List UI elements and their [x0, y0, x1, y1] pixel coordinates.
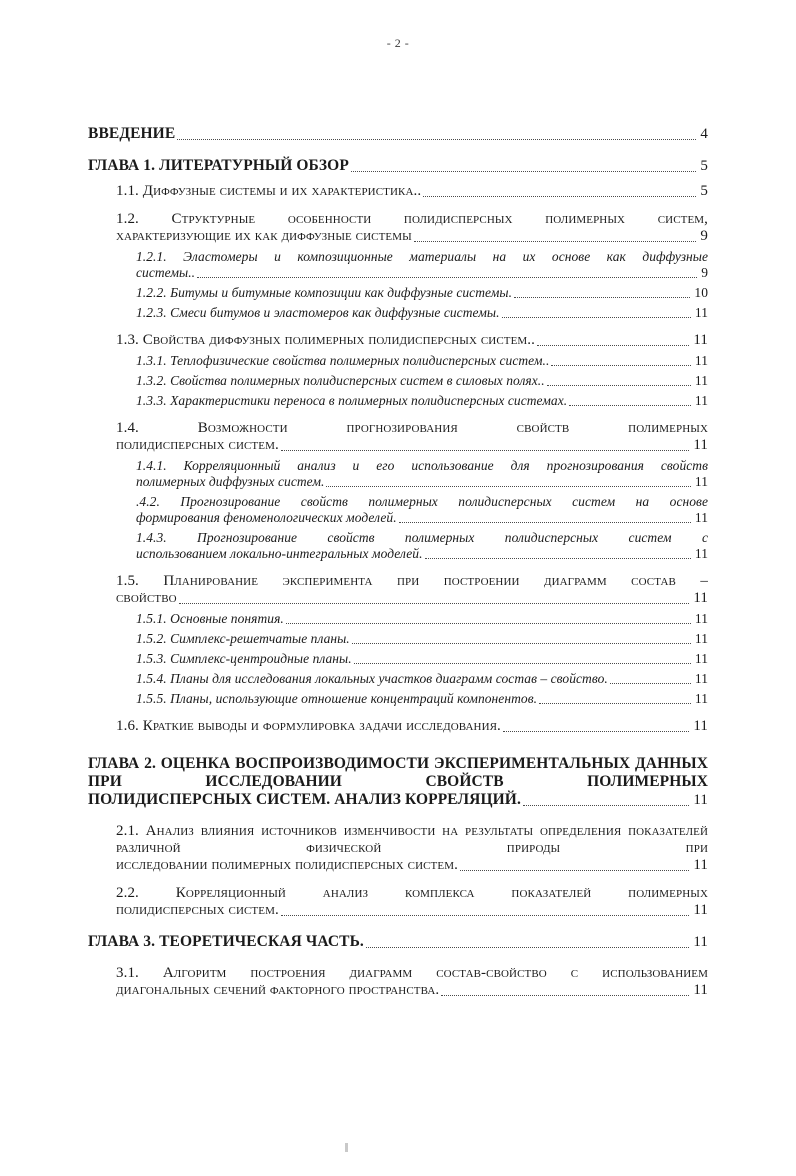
toc-entry-row	[136, 285, 708, 301]
toc-entry-last-line	[116, 590, 708, 607]
dot-leader	[197, 277, 697, 278]
toc-entry-title-head: 1.5. Планирование эксперимента при построении диаграмм состав –	[116, 573, 708, 589]
toc-entry[interactable]	[116, 573, 708, 607]
dot-leader	[177, 139, 696, 140]
toc-page-number: 11	[694, 631, 708, 646]
toc-entry[interactable]	[88, 157, 708, 175]
dot-leader	[414, 241, 697, 242]
toc-entry-row	[136, 691, 708, 707]
toc-page-number: 9	[700, 228, 708, 244]
toc-entry[interactable]	[136, 305, 708, 321]
toc-page-number: 11	[694, 353, 708, 368]
dot-leader	[281, 450, 690, 451]
toc-entry-title-head: .4.2. Прогнозирование свойств полимерных полидисперсных систем на основе	[136, 494, 708, 509]
toc-entry-text	[116, 965, 708, 999]
toc-entry[interactable]	[88, 125, 708, 143]
toc-page-number: 11	[693, 792, 708, 808]
toc-page-number: 11	[693, 718, 708, 734]
dot-leader	[537, 345, 689, 346]
toc-page-number: 11	[694, 546, 708, 561]
toc-entry-last-line	[136, 546, 708, 562]
toc-page-number: 11	[693, 857, 708, 873]
dot-leader	[351, 171, 696, 172]
toc-entry-last-line	[88, 791, 708, 809]
toc-entry-last-line	[136, 510, 708, 526]
toc-entry[interactable]	[88, 933, 708, 951]
toc-entry-last-line	[116, 902, 708, 919]
toc-entry[interactable]	[136, 285, 708, 301]
toc-entry-title-head: ГЛАВА 2. ОЦЕНКА ВОСПРОИЗВОДИМОСТИ ЭКСПЕРИМЕНТАЛЬНЫХ ДАННЫХ ПРИ ИССЛЕДОВАНИИ СВОЙСТВ ПОЛИМЕРНЫХ	[88, 755, 708, 790]
toc-entry[interactable]	[116, 823, 708, 874]
toc-page-number: 11	[693, 934, 708, 950]
toc-entry[interactable]	[136, 373, 708, 389]
toc-entry-row	[116, 332, 708, 349]
toc-entry-text	[116, 420, 708, 454]
toc-entry-title-tail: полимерных диффузных систем.	[136, 474, 325, 489]
toc-page-number: 5	[700, 158, 708, 174]
toc-entry-text	[116, 211, 708, 245]
toc-entry-title: 1.3.1. Теплофизические свойства полимерных полидисперсных систем..	[136, 353, 550, 368]
toc-entry-text	[116, 573, 708, 607]
dot-leader	[179, 603, 690, 604]
toc-page-number: 11	[694, 474, 708, 489]
toc-entry-row	[116, 183, 708, 200]
toc-entry-title-head: 1.4. Возможности прогнозирования свойств полимерных	[116, 420, 708, 436]
toc-entry-title-tail: диагональных сечений факторного пространства.	[116, 982, 440, 998]
toc-entry-title: 1.1. Диффузные системы и их характеристика..	[116, 183, 422, 199]
toc-entry-title: 1.5.4. Планы для исследования локальных участков диаграмм состав – свойство.	[136, 671, 608, 686]
dot-leader	[354, 663, 691, 664]
toc-entry-row	[136, 305, 708, 321]
toc-entry-title-head: 1.4.1. Корреляционный анализ и его использование для прогнозирования свойств	[136, 458, 708, 473]
toc-entry[interactable]	[136, 691, 708, 707]
toc-entry-row	[88, 157, 708, 175]
dot-leader	[547, 385, 691, 386]
toc-entry-last-line	[116, 982, 708, 999]
toc-entry-row	[136, 393, 708, 409]
toc-page-number: 10	[694, 285, 708, 300]
toc-page-number: 11	[694, 393, 708, 408]
toc-entry-title-head: 1.2. Структурные особенности полидисперсных полимерных систем,	[116, 211, 708, 227]
toc-entry-title: ГЛАВА 1. ЛИТЕРАТУРНЫЙ ОБЗОР	[88, 157, 349, 174]
toc-entry-title-tail: полидисперсных систем.	[116, 902, 279, 918]
toc-entry-title-head: 2.1. Анализ влияния источников изменчивости на результаты определения показателей различной физической природы при	[116, 823, 708, 856]
toc-page-number: 5	[700, 183, 708, 199]
dot-leader	[460, 870, 689, 871]
toc-page-number: 11	[693, 332, 708, 348]
toc-page-number: 11	[693, 982, 708, 998]
toc-entry-row	[136, 631, 708, 647]
toc-page-number: 11	[693, 590, 708, 606]
dot-leader	[502, 317, 691, 318]
toc-entry-title: 1.2.3. Смеси битумов и эластомеров как диффузные системы.	[136, 305, 500, 320]
toc-entry-title-head: 3.1. Алгоритм построения диаграмм состав-свойство с использованием	[116, 965, 708, 981]
toc-entry-text	[136, 458, 708, 490]
toc-entry[interactable]	[136, 671, 708, 687]
toc-entry-row	[136, 651, 708, 667]
toc-entry[interactable]	[136, 530, 708, 562]
toc-entry[interactable]	[116, 965, 708, 999]
toc-entry[interactable]	[88, 755, 708, 809]
toc-entry-title-tail: характеризующие их как диффузные системы	[116, 228, 412, 244]
toc-entry[interactable]	[116, 183, 708, 200]
table-of-contents	[88, 108, 708, 999]
dot-leader	[425, 558, 691, 559]
toc-entry-title: 1.5.5. Планы, использующие отношение концентраций компонентов.	[136, 691, 538, 706]
toc-entry-title: 1.3.3. Характеристики переноса в полимерных полидисперсных системах.	[136, 393, 568, 408]
toc-entry-last-line	[136, 474, 708, 490]
toc-entry-text	[136, 530, 708, 562]
toc-entry-title: ВВЕДЕНИЕ	[88, 125, 176, 142]
toc-entry-text	[116, 823, 708, 874]
toc-entry-row	[136, 671, 708, 687]
dot-leader	[326, 486, 690, 487]
toc-entry-title: 1.5.1. Основные понятия.	[136, 611, 284, 626]
toc-page-number: 11	[694, 373, 708, 388]
dot-leader	[286, 623, 691, 624]
toc-entry[interactable]	[116, 332, 708, 349]
toc-entry-row	[88, 125, 708, 143]
toc-entry-text	[136, 249, 708, 281]
dot-leader	[352, 643, 691, 644]
toc-entry-text	[116, 885, 708, 919]
toc-entry-text	[88, 755, 708, 809]
toc-entry-row	[88, 933, 708, 951]
toc-page-number: 11	[694, 510, 708, 525]
toc-entry[interactable]	[136, 458, 708, 490]
toc-entry-title: ГЛАВА 3. ТЕОРЕТИЧЕСКАЯ ЧАСТЬ.	[88, 933, 364, 950]
toc-entry-title-tail: системы..	[136, 265, 196, 280]
dot-leader	[569, 405, 691, 406]
toc-page-number: 9	[701, 265, 708, 280]
dot-leader	[366, 947, 689, 948]
toc-entry-title-tail: свойство	[116, 590, 177, 606]
toc-page-number: 4	[700, 126, 708, 142]
dot-leader	[539, 703, 691, 704]
dot-leader	[610, 683, 691, 684]
toc-entry-last-line	[136, 265, 708, 281]
toc-entry-last-line	[116, 857, 708, 874]
dot-leader	[281, 915, 690, 916]
dot-leader	[551, 365, 691, 366]
dot-leader	[423, 196, 696, 197]
toc-entry-title-head: 2.2. Корреляционный анализ комплекса показателей полимерных	[116, 885, 708, 901]
toc-entry[interactable]	[116, 420, 708, 454]
toc-page-number: 11	[693, 437, 708, 453]
toc-entry-row	[136, 353, 708, 369]
toc-entry[interactable]	[116, 718, 708, 735]
toc-entry[interactable]	[136, 611, 708, 627]
toc-entry-title-head: 1.4.3. Прогнозирование свойств полимерных полидисперсных систем с	[136, 530, 708, 545]
toc-entry-title: 1.2.2. Битумы и битумные композиции как диффузные системы.	[136, 285, 513, 300]
toc-entry[interactable]	[136, 651, 708, 667]
toc-entry[interactable]	[116, 211, 708, 245]
toc-entry-title-tail: полидисперсных систем.	[116, 437, 279, 453]
toc-entry-title: 1.5.2. Симплекс-решетчатые планы.	[136, 631, 350, 646]
toc-entry-title-head: 1.2.1. Эластомеры и композиционные материалы на их основе как диффузные	[136, 249, 708, 264]
toc-page-number: 11	[694, 611, 708, 626]
page-number: - 2 -	[386, 36, 410, 50]
toc-entry-row	[136, 373, 708, 389]
scan-artifact-mark	[345, 1143, 348, 1152]
toc-page-number: 11	[693, 902, 708, 918]
toc-entry-last-line	[116, 437, 708, 454]
dot-leader	[441, 995, 689, 996]
toc-entry-title: 1.6. Краткие выводы и формулировка задачи исследования.	[116, 718, 501, 734]
toc-entry[interactable]	[136, 393, 708, 409]
toc-entry-title: 1.5.3. Симплекс-центроидные планы.	[136, 651, 352, 666]
toc-page-number: 11	[694, 671, 708, 686]
toc-entry[interactable]	[136, 353, 708, 369]
toc-entry[interactable]	[136, 494, 708, 526]
toc-page-number: 11	[694, 651, 708, 666]
toc-page-number: 11	[694, 691, 708, 706]
dot-leader	[514, 297, 690, 298]
toc-entry-title-tail: ПОЛИДИСПЕРСНЫХ СИСТЕМ. АНАЛИЗ КОРРЕЛЯЦИЙ.	[88, 791, 521, 808]
toc-entry[interactable]	[136, 631, 708, 647]
toc-entry-row	[136, 611, 708, 627]
dot-leader	[523, 805, 689, 806]
dot-leader	[399, 522, 691, 523]
toc-entry-title-tail: использованием локально-интегральных моделей.	[136, 546, 423, 561]
toc-entry-last-line	[116, 228, 708, 245]
toc-entry-title: 1.3.2. Свойства полимерных полидисперсных систем в силовых полях..	[136, 373, 545, 388]
toc-entry-title: 1.3. Свойства диффузных полимерных полидисперсных систем..	[116, 332, 535, 348]
toc-entry-title-tail: формирования феноменологических моделей.	[136, 510, 397, 525]
toc-entry-title-tail: исследовании полимерных полидисперсных систем.	[116, 857, 458, 873]
toc-entry-text	[136, 494, 708, 526]
toc-page-number: 11	[694, 305, 708, 320]
toc-entry[interactable]	[116, 885, 708, 919]
toc-entry[interactable]	[136, 249, 708, 281]
toc-entry-row	[116, 718, 708, 735]
dot-leader	[503, 731, 689, 732]
